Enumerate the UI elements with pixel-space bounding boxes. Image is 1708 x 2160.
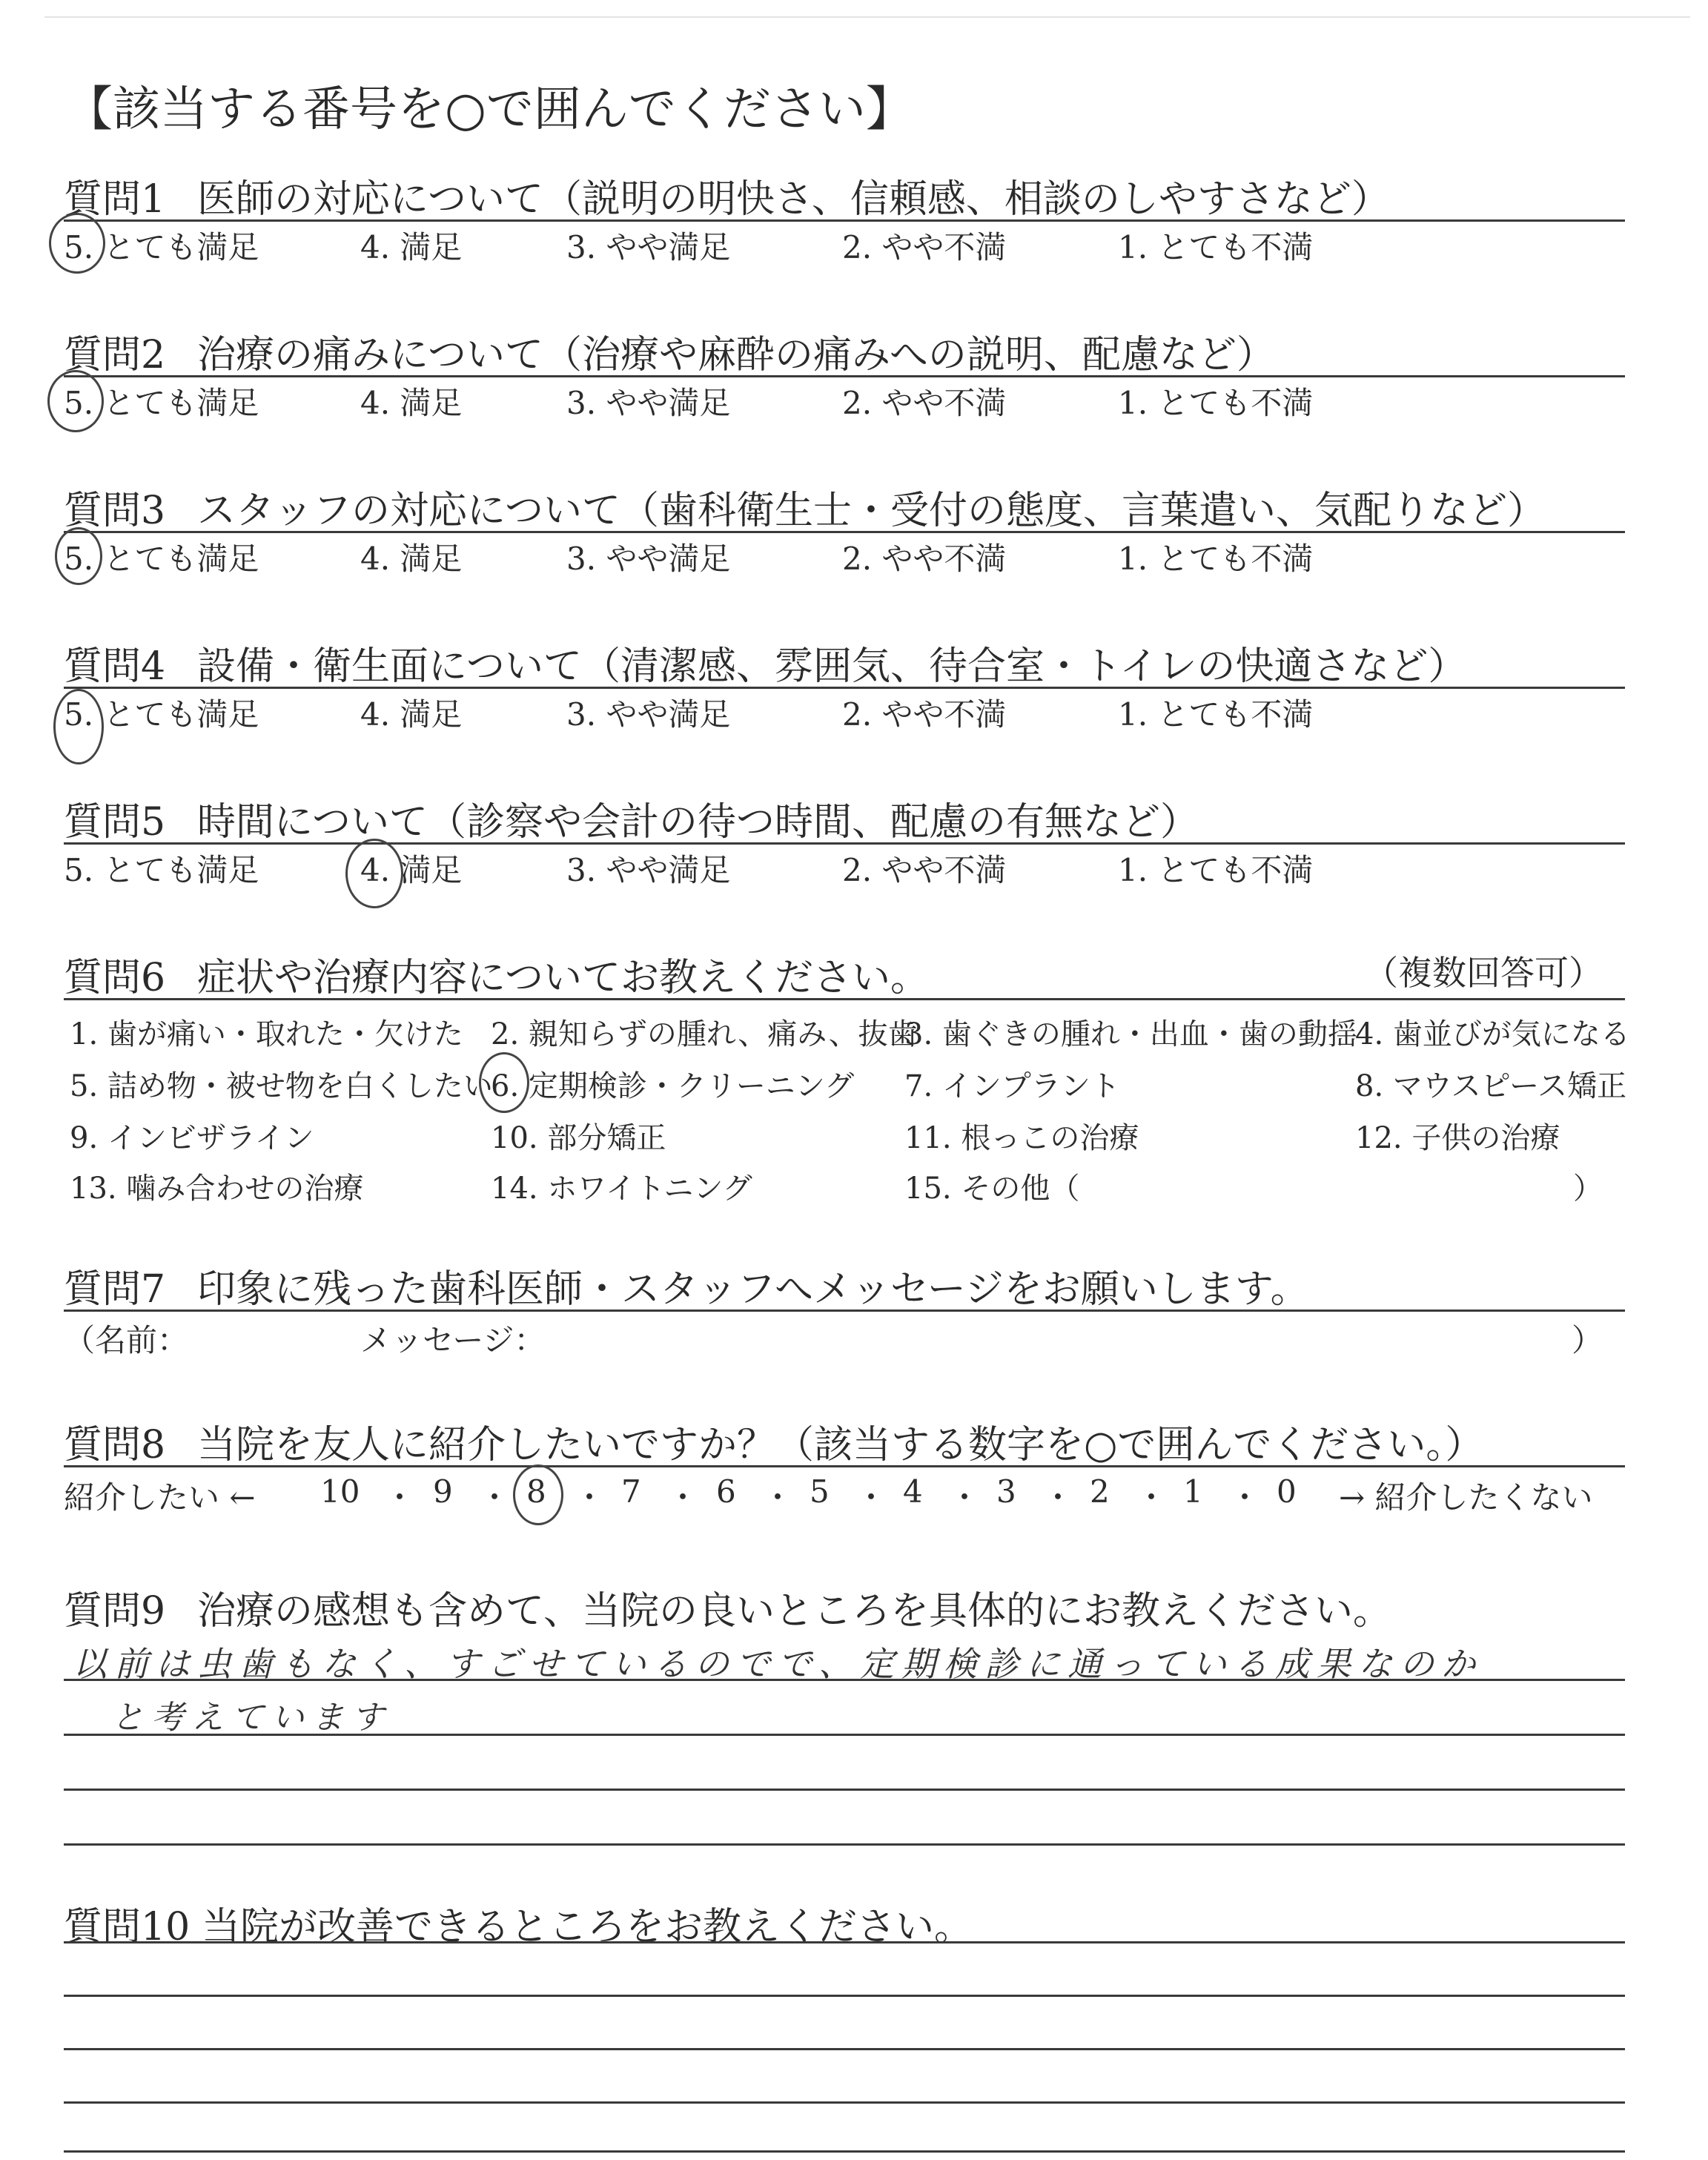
rating-options — [64, 222, 1625, 266]
scale-7[interactable]: 7 — [621, 1473, 641, 1510]
treatment-option-3[interactable]: 3. 歯ぐきの腫れ・出血・歯の動揺 — [904, 1017, 1357, 1051]
treatment-option-4[interactable]: 4. 歯並びが気になる — [1355, 1017, 1630, 1051]
treatment-option-11[interactable]: 11. 根っこの治療 — [904, 1121, 1139, 1155]
option-2[interactable]: 2. やや不満 — [842, 229, 1007, 265]
question-text: 医師の対応について（説明の明快さ、信頼感、相談のしやすさなど） — [197, 177, 1390, 222]
option-5[interactable]: 5. とても満足 — [64, 385, 259, 421]
rating-options — [64, 689, 1625, 733]
treatment-option-8[interactable]: 8. マウスピース矯正 — [1355, 1069, 1627, 1103]
option-1[interactable]: 1. とても不満 — [1118, 852, 1314, 888]
treatment-option-2[interactable]: 2. 親知らずの腫れ、痛み、抜歯 — [491, 1017, 918, 1051]
rating-options — [64, 377, 1625, 422]
scale-separator: ・ — [479, 1479, 511, 1516]
answer-line — [64, 1789, 1625, 1791]
question-number: 質問10 — [64, 1905, 191, 1949]
scale-8[interactable]: 8 — [526, 1473, 546, 1510]
scale-separator: ・ — [1042, 1479, 1074, 1516]
scale-1[interactable]: 1 — [1183, 1473, 1203, 1510]
treatment-option-5[interactable]: 5. 詰め物・被せ物を白くしたい — [70, 1069, 493, 1103]
treatment-option-10[interactable]: 10. 部分矯正 — [491, 1121, 666, 1155]
question-9 — [64, 1579, 1625, 1634]
option-5[interactable]: 5. とても満足 — [64, 852, 259, 888]
option-1[interactable]: 1. とても不満 — [1118, 385, 1314, 421]
option-2[interactable]: 2. やや不満 — [842, 696, 1007, 733]
selection-circle — [513, 1464, 563, 1525]
treatment-option-9[interactable]: 9. インビザライン — [70, 1121, 314, 1155]
question-text: 設備・衛生面について（清潔感、雰囲気、待合室・トイレの快適さなど） — [197, 644, 1467, 689]
top-border — [44, 16, 1690, 18]
option-3[interactable]: 3. やや満足 — [566, 385, 731, 421]
option-3[interactable]: 3. やや満足 — [566, 852, 731, 888]
question-number: 質問1 — [64, 177, 166, 222]
question-text: スタッフの対応について（歯科衛生士・受付の態度、言葉遣い、気配りなど） — [197, 489, 1546, 533]
selection-circle — [49, 213, 105, 274]
scale-separator: ・ — [667, 1479, 699, 1516]
treatment-option-1[interactable]: 1. 歯が痛い・取れた・欠けた — [70, 1017, 463, 1051]
treatment-option-6[interactable]: 6. 定期検診・クリーニング — [491, 1069, 855, 1103]
question-4 — [64, 635, 1625, 733]
scale-separator: ・ — [949, 1479, 981, 1516]
rating-options — [64, 533, 1625, 578]
selection-circle — [55, 527, 102, 585]
question-2 — [64, 323, 1625, 422]
treatment-option-12[interactable]: 12. 子供の治療 — [1355, 1121, 1560, 1155]
scale-separator: ・ — [762, 1479, 794, 1516]
question-text: 当院が改善できるところをお教えください。 — [202, 1905, 973, 1949]
question-10 — [64, 1895, 1625, 1947]
scale-3[interactable]: 3 — [996, 1473, 1016, 1510]
scale-9[interactable]: 9 — [433, 1473, 453, 1510]
scale-2[interactable]: 2 — [1090, 1473, 1110, 1510]
answer-line — [64, 2048, 1625, 2050]
option-3[interactable]: 3. やや満足 — [566, 696, 731, 733]
scale-separator: ・ — [1136, 1479, 1168, 1516]
question-number: 質問9 — [64, 1589, 166, 1634]
question-5 — [64, 790, 1625, 889]
scale-separator: ・ — [384, 1479, 416, 1516]
scale-0[interactable]: 0 — [1277, 1473, 1297, 1510]
instruction-header: 【該当する番号を○で囲んでください】 — [65, 82, 913, 137]
option-4[interactable]: 4. 満足 — [360, 385, 463, 421]
question-text: 当院を友人に紹介したいですか？（該当する数字を○で囲んでください。） — [197, 1423, 1484, 1467]
question-number: 質問7 — [64, 1267, 166, 1312]
answer-line — [64, 1995, 1625, 1997]
multiple-answers-note: （複数回答可） — [1364, 953, 1603, 993]
answer-line — [64, 1843, 1625, 1846]
question-number: 質問5 — [64, 800, 166, 845]
option-2[interactable]: 2. やや不満 — [842, 541, 1007, 577]
scale-10[interactable]: 10 — [320, 1473, 360, 1510]
handwritten-answer-line-1: 以前は虫歯もなく、すごせているのでで、定期検診に通っている成果なのか — [73, 1644, 1483, 1684]
scale-separator: ・ — [855, 1479, 887, 1516]
answer-line — [64, 2150, 1625, 2153]
treatment-option-15[interactable]: 15. その他（ — [904, 1172, 1080, 1206]
scale-right-label: → 紹介したくない — [1339, 1479, 1593, 1516]
message-label: メッセージ： — [360, 1322, 546, 1358]
rating-options — [64, 845, 1625, 889]
option-2[interactable]: 2. やや不満 — [842, 385, 1007, 421]
question-7 — [64, 1258, 1625, 1356]
question-number: 質問3 — [64, 489, 166, 533]
other-closing-paren: ） — [1573, 1172, 1603, 1206]
option-3[interactable]: 3. やや満足 — [566, 541, 731, 577]
answer-line — [64, 2101, 1625, 2104]
question-text: 症状や治療内容についてお教えください。 — [197, 956, 929, 1000]
option-1[interactable]: 1. とても不満 — [1118, 541, 1314, 577]
option-2[interactable]: 2. やや不満 — [842, 852, 1007, 888]
selection-circle — [53, 689, 104, 764]
answer-line — [64, 1941, 1625, 1943]
question-number: 質問6 — [64, 956, 166, 1000]
scale-6[interactable]: 6 — [716, 1473, 736, 1510]
option-3[interactable]: 3. やや満足 — [566, 229, 731, 265]
option-1[interactable]: 1. とても不満 — [1118, 696, 1314, 733]
treatment-option-14[interactable]: 14. ホワイトニング — [491, 1172, 752, 1206]
question-number: 質問2 — [64, 333, 166, 377]
option-5[interactable]: 5. とても満足 — [64, 541, 259, 577]
message-closing-paren: ） — [1571, 1322, 1603, 1358]
treatment-option-13[interactable]: 13. 噛み合わせの治療 — [70, 1172, 364, 1206]
treatment-options — [64, 1000, 1630, 1223]
option-4[interactable]: 4. 満足 — [360, 229, 463, 265]
selection-circle — [345, 839, 403, 908]
scale-separator: ・ — [574, 1479, 606, 1516]
question-1 — [64, 168, 1625, 266]
handwritten-answer-line-2: と考えています — [111, 1699, 391, 1737]
selection-circle — [479, 1052, 529, 1113]
scale-4[interactable]: 4 — [903, 1473, 923, 1510]
name-label: （名前： — [64, 1322, 189, 1358]
option-5[interactable]: 5. とても満足 — [64, 696, 259, 733]
scale-5[interactable]: 5 — [810, 1473, 830, 1510]
question-number: 質問4 — [64, 644, 166, 689]
scale-left-label: 紹介したい ← — [64, 1479, 256, 1516]
selection-circle — [47, 370, 104, 432]
treatment-option-7[interactable]: 7. インプラント — [904, 1069, 1120, 1103]
option-4[interactable]: 4. 満足 — [360, 541, 463, 577]
option-4[interactable]: 4. 満足 — [360, 696, 463, 733]
question-text: 治療の感想も含めて、当院の良いところを具体的にお教えください。 — [197, 1589, 1391, 1634]
question-text: 時間について（診察や会計の待つ時間、配慮の有無など） — [197, 800, 1199, 845]
option-1[interactable]: 1. とても不満 — [1118, 229, 1314, 265]
scale-separator: ・ — [1229, 1479, 1261, 1516]
message-row — [64, 1312, 1625, 1356]
option-5[interactable]: 5. とても満足 — [64, 229, 259, 265]
question-3 — [64, 479, 1625, 578]
question-6 — [64, 946, 1630, 1223]
recommend-scale — [64, 1467, 1625, 1519]
question-text: 治療の痛みについて（治療や麻酔の痛みへの説明、配慮など） — [197, 333, 1275, 377]
question-8 — [64, 1413, 1625, 1519]
option-4[interactable]: 4. 満足 — [360, 852, 463, 888]
question-text: 印象に残った歯科医師・スタッフへメッセージをお願いします。 — [197, 1267, 1309, 1312]
question-number: 質問8 — [64, 1423, 166, 1467]
